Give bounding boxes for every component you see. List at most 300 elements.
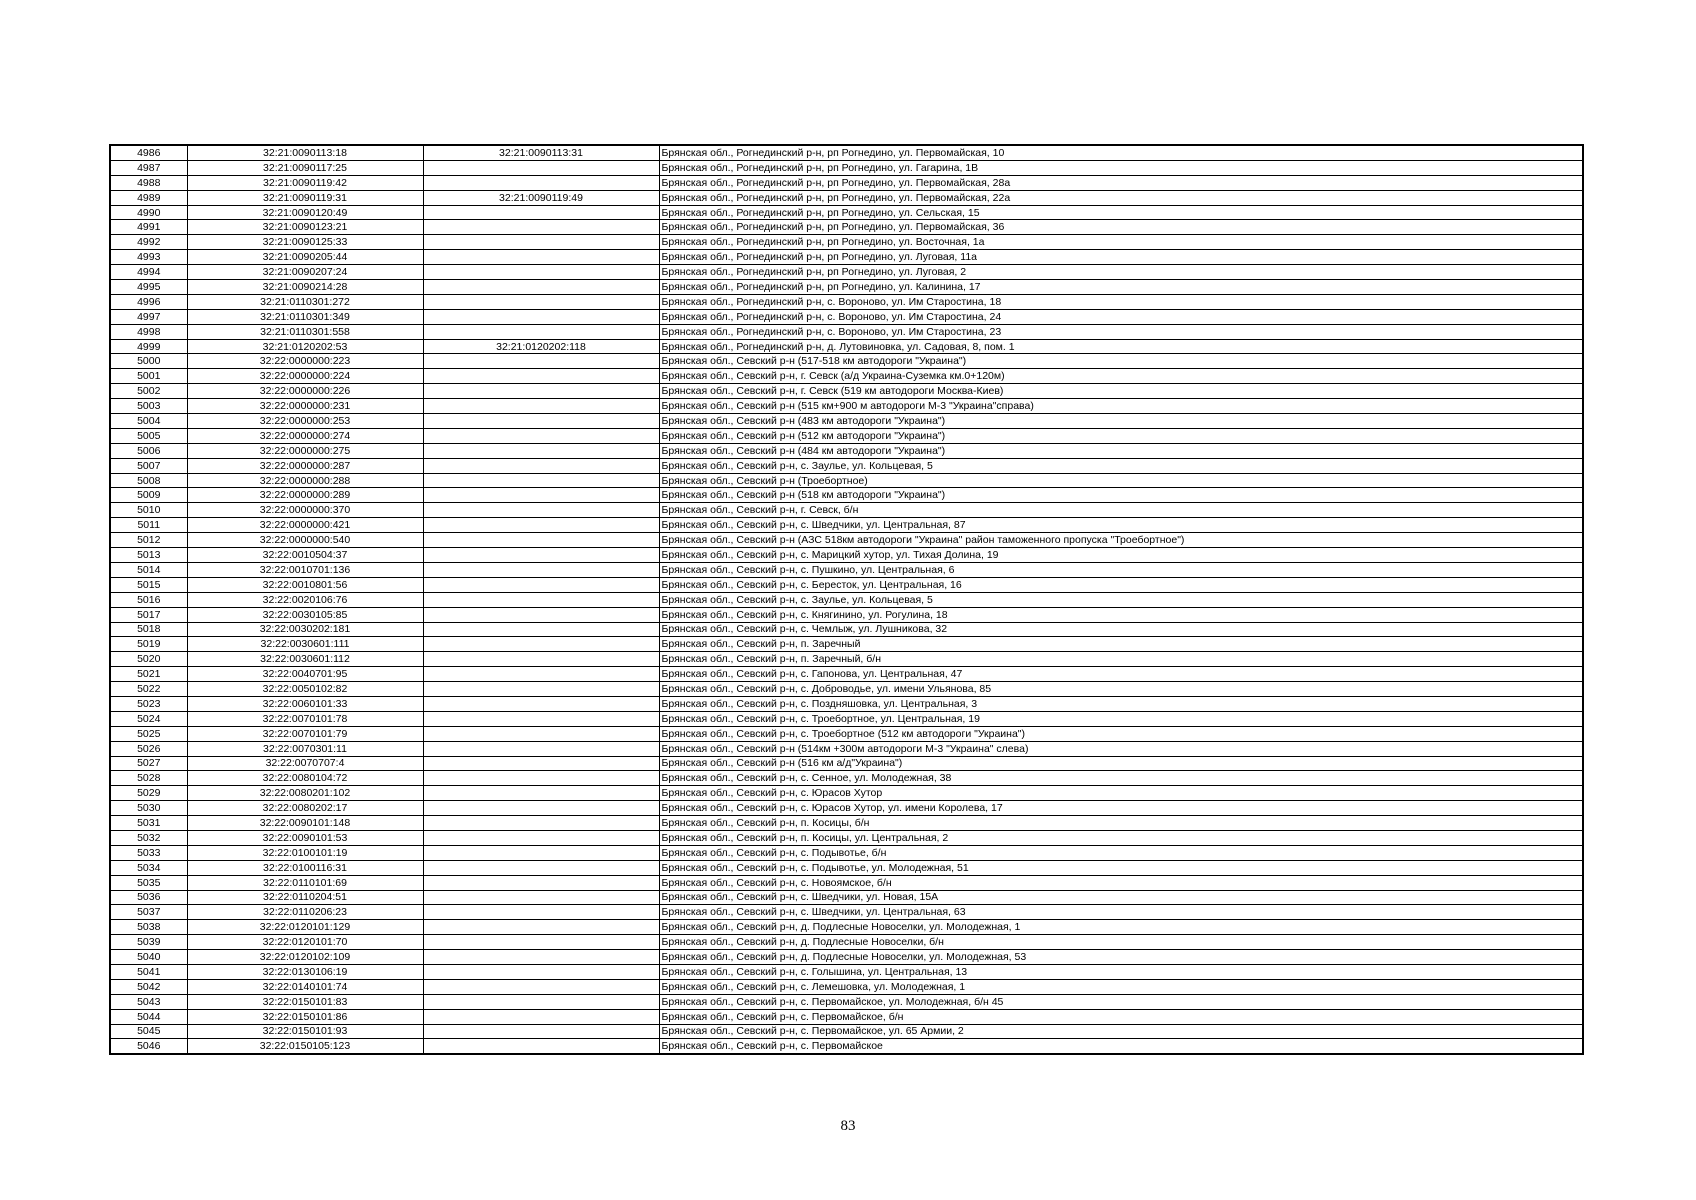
address-cell: Брянская обл., Севский р-н (515 км+900 м автодороги М-3 "Украина"справа) [659,399,1583,414]
related-cadastral-number-cell [423,160,659,175]
related-cadastral-number-cell [423,816,659,831]
related-cadastral-number-cell [423,518,659,533]
address-cell: Брянская обл., Севский р-н, с. Бересток, ул. Центральная, 16 [659,577,1583,592]
address-cell: Брянская обл., Севский р-н, п. Заречный, б/н [659,652,1583,667]
cadastral-number-cell: 32:22:0010504:37 [187,548,423,563]
row-number-cell: 5014 [110,562,187,577]
address-cell: Брянская обл., Севский р-н (Троебортное) [659,473,1583,488]
table-row [110,890,1583,905]
address-cell: Брянская обл., Севский р-н, с. Пушкино, ул. Центральная, 6 [659,562,1583,577]
row-number-cell: 5019 [110,637,187,652]
cadastral-number-cell: 32:22:0150105:123 [187,1039,423,1054]
related-cadastral-number-cell [423,250,659,265]
address-cell: Брянская обл., Севский р-н, с. Подывотье, б/н [659,845,1583,860]
related-cadastral-number-cell [423,503,659,518]
row-number-cell: 5033 [110,845,187,860]
page-number: 83 [840,1118,856,1134]
cadastral-number-cell: 32:22:0000000:288 [187,473,423,488]
table-row [110,354,1583,369]
address-cell: Брянская обл., Севский р-н, с. Лемешовка, ул. Молодежная, 1 [659,979,1583,994]
table-row [110,518,1583,533]
address-cell: Брянская обл., Севский р-н, с. Княгинино, ул. Рогулина, 18 [659,607,1583,622]
row-number-cell: 5013 [110,548,187,563]
address-cell: Брянская обл., Севский р-н, с. Гапонова, ул. Центральная, 47 [659,667,1583,682]
table-row [110,250,1583,265]
table-row [110,369,1583,384]
table-body [110,145,1583,1054]
related-cadastral-number-cell [423,607,659,622]
row-number-cell: 4989 [110,190,187,205]
related-cadastral-number-cell [423,175,659,190]
related-cadastral-number-cell [423,354,659,369]
cadastral-number-cell: 32:22:0090101:53 [187,830,423,845]
row-number-cell: 4991 [110,220,187,235]
address-cell: Брянская обл., Севский р-н, д. Подлесные Новоселки, ул. Молодежная, 53 [659,950,1583,965]
address-cell: Брянская обл., Рогнединский р-н, рп Рогнедино, ул. Первомайская, 28а [659,175,1583,190]
table-row [110,1009,1583,1024]
cadastral-number-cell: 32:21:0090119:42 [187,175,423,190]
address-cell: Брянская обл., Севский р-н, с. Шведчики, ул. Центральная, 63 [659,905,1583,920]
cadastral-number-cell: 32:21:0120202:53 [187,339,423,354]
related-cadastral-number-cell [423,1009,659,1024]
table-row [110,160,1583,175]
address-cell: Брянская обл., Севский р-н, с. Юрасов Хутор, ул. имени Королева, 17 [659,801,1583,816]
row-number-cell: 5015 [110,577,187,592]
table-row [110,548,1583,563]
related-cadastral-number-cell [423,696,659,711]
table-row [110,830,1583,845]
table-row [110,145,1583,160]
related-cadastral-number-cell [423,592,659,607]
related-cadastral-number-cell [423,741,659,756]
address-cell: Брянская обл., Севский р-н, п. Косицы, ул. Центральная, 2 [659,830,1583,845]
row-number-cell: 5008 [110,473,187,488]
related-cadastral-number-cell [423,324,659,339]
cadastral-number-cell: 32:22:0000000:223 [187,354,423,369]
related-cadastral-number-cell [423,473,659,488]
related-cadastral-number-cell [423,771,659,786]
address-cell: Брянская обл., Севский р-н (484 км автодороги "Украина") [659,443,1583,458]
row-number-cell: 5004 [110,414,187,429]
table-row [110,950,1583,965]
address-cell: Брянская обл., Севский р-н, с. Первомайское, ул. Молодежная, б/н 45 [659,994,1583,1009]
table-row [110,324,1583,339]
address-cell: Брянская обл., Севский р-н (АЗС 518км автодороги "Украина" район таможенного пропуска "Троебортное") [659,533,1583,548]
related-cadastral-number-cell [423,577,659,592]
related-cadastral-number-cell [423,548,659,563]
address-cell: Брянская обл., Рогнединский р-н, рп Рогнедино, ул. Луговая, 11а [659,250,1583,265]
row-number-cell: 5032 [110,830,187,845]
table-row [110,220,1583,235]
cadastral-number-cell: 32:22:0100116:31 [187,860,423,875]
related-cadastral-number-cell [423,369,659,384]
address-cell: Брянская обл., Севский р-н, п. Косицы, б/н [659,816,1583,831]
table-row [110,443,1583,458]
table-row [110,309,1583,324]
related-cadastral-number-cell [423,801,659,816]
address-cell: Брянская обл., Севский р-н, д. Подлесные Новоселки, б/н [659,935,1583,950]
table-row [110,994,1583,1009]
related-cadastral-number-cell [423,265,659,280]
cadastral-number-cell: 32:21:0090123:21 [187,220,423,235]
row-number-cell: 5042 [110,979,187,994]
row-number-cell: 5044 [110,1009,187,1024]
cadastral-number-cell: 32:22:0080201:102 [187,786,423,801]
row-number-cell: 5005 [110,428,187,443]
related-cadastral-number-cell [423,950,659,965]
cadastral-number-cell: 32:22:0090101:148 [187,816,423,831]
row-number-cell: 4990 [110,205,187,220]
cadastral-number-cell: 32:22:0120101:70 [187,935,423,950]
address-cell: Брянская обл., Севский р-н, с. Марицкий хутор, ул. Тихая Долина, 19 [659,548,1583,563]
address-cell: Брянская обл., Севский р-н, с. Чемлыж, ул. Лушникова, 32 [659,622,1583,637]
table-row [110,488,1583,503]
related-cadastral-number-cell [423,890,659,905]
related-cadastral-number-cell [423,443,659,458]
address-cell: Брянская обл., Севский р-н (518 км автодороги "Украина") [659,488,1583,503]
cadastral-number-cell: 32:22:0000000:287 [187,458,423,473]
address-cell: Брянская обл., Севский р-н (483 км автодороги "Украина") [659,414,1583,429]
address-cell: Брянская обл., Рогнединский р-н, рп Рогнедино, ул. Первомайская, 10 [659,145,1583,160]
cadastral-number-cell: 32:22:0000000:421 [187,518,423,533]
address-cell: Брянская обл., Севский р-н, п. Заречный [659,637,1583,652]
related-cadastral-number-cell: 32:21:0090119:49 [423,190,659,205]
cadastral-number-cell: 32:22:0000000:370 [187,503,423,518]
table-row [110,399,1583,414]
address-cell: Брянская обл., Рогнединский р-н, рп Рогнедино, ул. Восточная, 1а [659,235,1583,250]
related-cadastral-number-cell [423,235,659,250]
table-row [110,1039,1583,1054]
row-number-cell: 4998 [110,324,187,339]
row-number-cell: 5028 [110,771,187,786]
address-cell: Брянская обл., Рогнединский р-н, с. Вороново, ул. Им Старостина, 23 [659,324,1583,339]
cadastral-number-cell: 32:21:0090205:44 [187,250,423,265]
table-row [110,756,1583,771]
row-number-cell: 5021 [110,667,187,682]
related-cadastral-number-cell: 32:21:0120202:118 [423,339,659,354]
related-cadastral-number-cell [423,905,659,920]
row-number-cell: 5009 [110,488,187,503]
table-row [110,384,1583,399]
table-row [110,562,1583,577]
table-row [110,816,1583,831]
row-number-cell: 5012 [110,533,187,548]
row-number-cell: 5027 [110,756,187,771]
cadastral-number-cell: 32:22:0110101:69 [187,875,423,890]
related-cadastral-number-cell [423,935,659,950]
address-cell: Брянская обл., Севский р-н, с. Заулье, ул. Кольцевая, 5 [659,592,1583,607]
address-cell: Брянская обл., Севский р-н, с. Новоямское, б/н [659,875,1583,890]
related-cadastral-number-cell [423,682,659,697]
address-cell: Брянская обл., Севский р-н (514км +300м автодороги М-3 "Украина" слева) [659,741,1583,756]
related-cadastral-number-cell [423,458,659,473]
table-row [110,875,1583,890]
row-number-cell: 5023 [110,696,187,711]
table-row [110,175,1583,190]
related-cadastral-number-cell [423,637,659,652]
related-cadastral-number-cell [423,711,659,726]
row-number-cell: 5017 [110,607,187,622]
address-cell: Брянская обл., Севский р-н, г. Севск (519 км автодороги Москва-Киев) [659,384,1583,399]
address-cell: Брянская обл., Рогнединский р-н, с. Вороново, ул. Им Старостина, 18 [659,294,1583,309]
related-cadastral-number-cell [423,533,659,548]
related-cadastral-number-cell [423,726,659,741]
cadastral-number-cell: 32:21:0110301:349 [187,309,423,324]
row-number-cell: 5000 [110,354,187,369]
related-cadastral-number-cell [423,667,659,682]
address-cell: Брянская обл., Севский р-н, г. Севск, б/н [659,503,1583,518]
cadastral-number-cell: 32:22:0120101:129 [187,920,423,935]
related-cadastral-number-cell [423,428,659,443]
row-number-cell: 5001 [110,369,187,384]
cadastral-number-cell: 32:22:0030105:85 [187,607,423,622]
related-cadastral-number-cell [423,979,659,994]
related-cadastral-number-cell [423,964,659,979]
row-number-cell: 5035 [110,875,187,890]
row-number-cell: 5045 [110,1024,187,1039]
table-row [110,414,1583,429]
table-row [110,652,1583,667]
cadastral-number-cell: 32:22:0000000:540 [187,533,423,548]
related-cadastral-number-cell [423,920,659,935]
cadastral-number-cell: 32:22:0000000:253 [187,414,423,429]
address-cell: Брянская обл., Севский р-н, с. Первомайское, б/н [659,1009,1583,1024]
table-row [110,726,1583,741]
row-number-cell: 5016 [110,592,187,607]
address-cell: Брянская обл., Севский р-н, с. Поздняшовка, ул. Центральная, 3 [659,696,1583,711]
address-cell: Брянская обл., Севский р-н, с. Первомайское [659,1039,1583,1054]
row-number-cell: 5025 [110,726,187,741]
related-cadastral-number-cell [423,845,659,860]
cadastral-number-cell: 32:22:0070101:79 [187,726,423,741]
table-row [110,905,1583,920]
related-cadastral-number-cell [423,220,659,235]
row-number-cell: 5024 [110,711,187,726]
cadastral-number-cell: 32:22:0150101:93 [187,1024,423,1039]
address-cell: Брянская обл., Севский р-н, с. Доброводье, ул. имени Ульянова, 85 [659,682,1583,697]
cadastral-number-cell: 32:21:0090125:33 [187,235,423,250]
cadastral-number-cell: 32:22:0070101:78 [187,711,423,726]
row-number-cell: 4999 [110,339,187,354]
table-row [110,935,1583,950]
related-cadastral-number-cell [423,622,659,637]
address-cell: Брянская обл., Севский р-н (512 км автодороги "Украина") [659,428,1583,443]
address-cell: Брянская обл., Рогнединский р-н, рп Рогнедино, ул. Первомайская, 22а [659,190,1583,205]
related-cadastral-number-cell [423,205,659,220]
table-row [110,741,1583,756]
address-cell: Брянская обл., Рогнединский р-н, рп Рогнедино, ул. Луговая, 2 [659,265,1583,280]
address-cell: Брянская обл., Севский р-н, с. Троебортное, ул. Центральная, 19 [659,711,1583,726]
table-row [110,860,1583,875]
related-cadastral-number-cell [423,280,659,295]
address-cell: Брянская обл., Севский р-н, с. Троебортное (512 км автодороги "Украина") [659,726,1583,741]
related-cadastral-number-cell [423,830,659,845]
related-cadastral-number-cell [423,875,659,890]
table-row [110,964,1583,979]
cadastral-number-cell: 32:22:0060101:33 [187,696,423,711]
cadastral-number-cell: 32:22:0010701:136 [187,562,423,577]
row-number-cell: 5036 [110,890,187,905]
cadastral-number-cell: 32:22:0030202:181 [187,622,423,637]
cadastral-number-cell: 32:21:0110301:558 [187,324,423,339]
table-row [110,607,1583,622]
table-row [110,801,1583,816]
row-number-cell: 4994 [110,265,187,280]
cadastral-number-cell: 32:22:0010801:56 [187,577,423,592]
row-number-cell: 5018 [110,622,187,637]
related-cadastral-number-cell [423,786,659,801]
cadastral-number-cell: 32:22:0080104:72 [187,771,423,786]
row-number-cell: 5031 [110,816,187,831]
table-row [110,205,1583,220]
address-cell: Брянская обл., Рогнединский р-н, рп Рогнедино, ул. Первомайская, 36 [659,220,1583,235]
related-cadastral-number-cell [423,756,659,771]
row-number-cell: 5037 [110,905,187,920]
row-number-cell: 5034 [110,860,187,875]
row-number-cell: 4995 [110,280,187,295]
related-cadastral-number-cell [423,860,659,875]
cadastral-number-cell: 32:21:0090117:25 [187,160,423,175]
address-cell: Брянская обл., Севский р-н (516 км а/д"Украина") [659,756,1583,771]
address-cell: Брянская обл., Севский р-н, с. Шведчики, ул. Новая, 15А [659,890,1583,905]
row-number-cell: 5011 [110,518,187,533]
row-number-cell: 4993 [110,250,187,265]
row-number-cell: 4988 [110,175,187,190]
address-cell: Брянская обл., Севский р-н, д. Подлесные Новоселки, ул. Молодежная, 1 [659,920,1583,935]
related-cadastral-number-cell: 32:21:0090113:31 [423,145,659,160]
row-number-cell: 5010 [110,503,187,518]
cadastral-number-cell: 32:22:0120102:109 [187,950,423,965]
cadastral-number-cell: 32:22:0050102:82 [187,682,423,697]
address-cell: Брянская обл., Севский р-н, с. Подывотье, ул. Молодежная, 51 [659,860,1583,875]
address-cell: Брянская обл., Севский р-н, с. Первомайское, ул. 65 Армии, 2 [659,1024,1583,1039]
address-cell: Брянская обл., Рогнединский р-н, рп Рогнедино, ул. Калинина, 17 [659,280,1583,295]
cadastral-number-cell: 32:22:0110206:23 [187,905,423,920]
table-row [110,265,1583,280]
row-number-cell: 5039 [110,935,187,950]
table-row [110,667,1583,682]
table-row [110,637,1583,652]
address-cell: Брянская обл., Рогнединский р-н, д. Лутовиновка, ул. Садовая, 8, пом. 1 [659,339,1583,354]
related-cadastral-number-cell [423,488,659,503]
cadastral-number-cell: 32:22:0130106:19 [187,964,423,979]
address-cell: Брянская обл., Рогнединский р-н, рп Рогнедино, ул. Сельская, 15 [659,205,1583,220]
related-cadastral-number-cell [423,384,659,399]
address-cell: Брянская обл., Севский р-н, с. Заулье, ул. Кольцевая, 5 [659,458,1583,473]
table-row [110,592,1583,607]
table-row [110,786,1583,801]
address-cell: Брянская обл., Севский р-н, с. Голышина, ул. Центральная, 13 [659,964,1583,979]
row-number-cell: 5020 [110,652,187,667]
address-cell: Брянская обл., Севский р-н, с. Юрасов Хутор [659,786,1583,801]
cadastral-number-cell: 32:22:0150101:86 [187,1009,423,1024]
cadastral-table [109,144,1584,1055]
address-cell: Брянская обл., Севский р-н, с. Сенное, ул. Молодежная, 38 [659,771,1583,786]
cadastral-number-cell: 32:22:0070707:4 [187,756,423,771]
row-number-cell: 5030 [110,801,187,816]
row-number-cell: 5026 [110,741,187,756]
cadastral-number-cell: 32:21:0090214:28 [187,280,423,295]
row-number-cell: 5002 [110,384,187,399]
address-cell: Брянская обл., Севский р-н, г. Севск (а/д Украина-Суземка км.0+120м) [659,369,1583,384]
table-row [110,920,1583,935]
cadastral-number-cell: 32:21:0090207:24 [187,265,423,280]
related-cadastral-number-cell [423,309,659,324]
cadastral-number-cell: 32:22:0100101:19 [187,845,423,860]
table-row [110,682,1583,697]
address-cell: Брянская обл., Севский р-н (517-518 км автодороги "Украина") [659,354,1583,369]
table-row [110,458,1583,473]
cadastral-number-cell: 32:22:0000000:226 [187,384,423,399]
related-cadastral-number-cell [423,294,659,309]
cadastral-number-cell: 32:22:0110204:51 [187,890,423,905]
row-number-cell: 4987 [110,160,187,175]
address-cell: Брянская обл., Рогнединский р-н, с. Вороново, ул. Им Старостина, 24 [659,309,1583,324]
cadastral-number-cell: 32:21:0090113:18 [187,145,423,160]
cadastral-number-cell: 32:22:0070301:11 [187,741,423,756]
table-row [110,235,1583,250]
cadastral-number-cell: 32:22:0040701:95 [187,667,423,682]
table-row [110,711,1583,726]
row-number-cell: 4996 [110,294,187,309]
table-row [110,473,1583,488]
cadastral-number-cell: 32:22:0000000:275 [187,443,423,458]
cadastral-number-cell: 32:21:0110301:272 [187,294,423,309]
cadastral-number-cell: 32:22:0000000:289 [187,488,423,503]
row-number-cell: 5006 [110,443,187,458]
row-number-cell: 5003 [110,399,187,414]
cadastral-number-cell: 32:21:0090119:31 [187,190,423,205]
row-number-cell: 5046 [110,1039,187,1054]
cadastral-number-cell: 32:21:0090120:49 [187,205,423,220]
cadastral-number-cell: 32:22:0150101:83 [187,994,423,1009]
address-cell: Брянская обл., Севский р-н, с. Шведчики, ул. Центральная, 87 [659,518,1583,533]
row-number-cell: 5041 [110,964,187,979]
cadastral-number-cell: 32:22:0020106:76 [187,592,423,607]
row-number-cell: 4986 [110,145,187,160]
table-row [110,339,1583,354]
row-number-cell: 5040 [110,950,187,965]
cadastral-number-cell: 32:22:0000000:274 [187,428,423,443]
table-row [110,533,1583,548]
row-number-cell: 4997 [110,309,187,324]
cadastral-number-cell: 32:22:0030601:111 [187,637,423,652]
related-cadastral-number-cell [423,994,659,1009]
cadastral-number-cell: 32:22:0030601:112 [187,652,423,667]
cadastral-number-cell: 32:22:0140101:74 [187,979,423,994]
table-row [110,622,1583,637]
row-number-cell: 5007 [110,458,187,473]
table-row [110,979,1583,994]
row-number-cell: 5038 [110,920,187,935]
row-number-cell: 5043 [110,994,187,1009]
table-row [110,845,1583,860]
row-number-cell: 5022 [110,682,187,697]
table-row [110,190,1583,205]
related-cadastral-number-cell [423,652,659,667]
table-row [110,1024,1583,1039]
table-row [110,503,1583,518]
related-cadastral-number-cell [423,1024,659,1039]
table-row [110,428,1583,443]
table-row [110,696,1583,711]
table-row [110,294,1583,309]
related-cadastral-number-cell [423,1039,659,1054]
related-cadastral-number-cell [423,399,659,414]
table-row [110,280,1583,295]
table-row [110,577,1583,592]
address-cell: Брянская обл., Рогнединский р-н, рп Рогнедино, ул. Гагарина, 1В [659,160,1583,175]
